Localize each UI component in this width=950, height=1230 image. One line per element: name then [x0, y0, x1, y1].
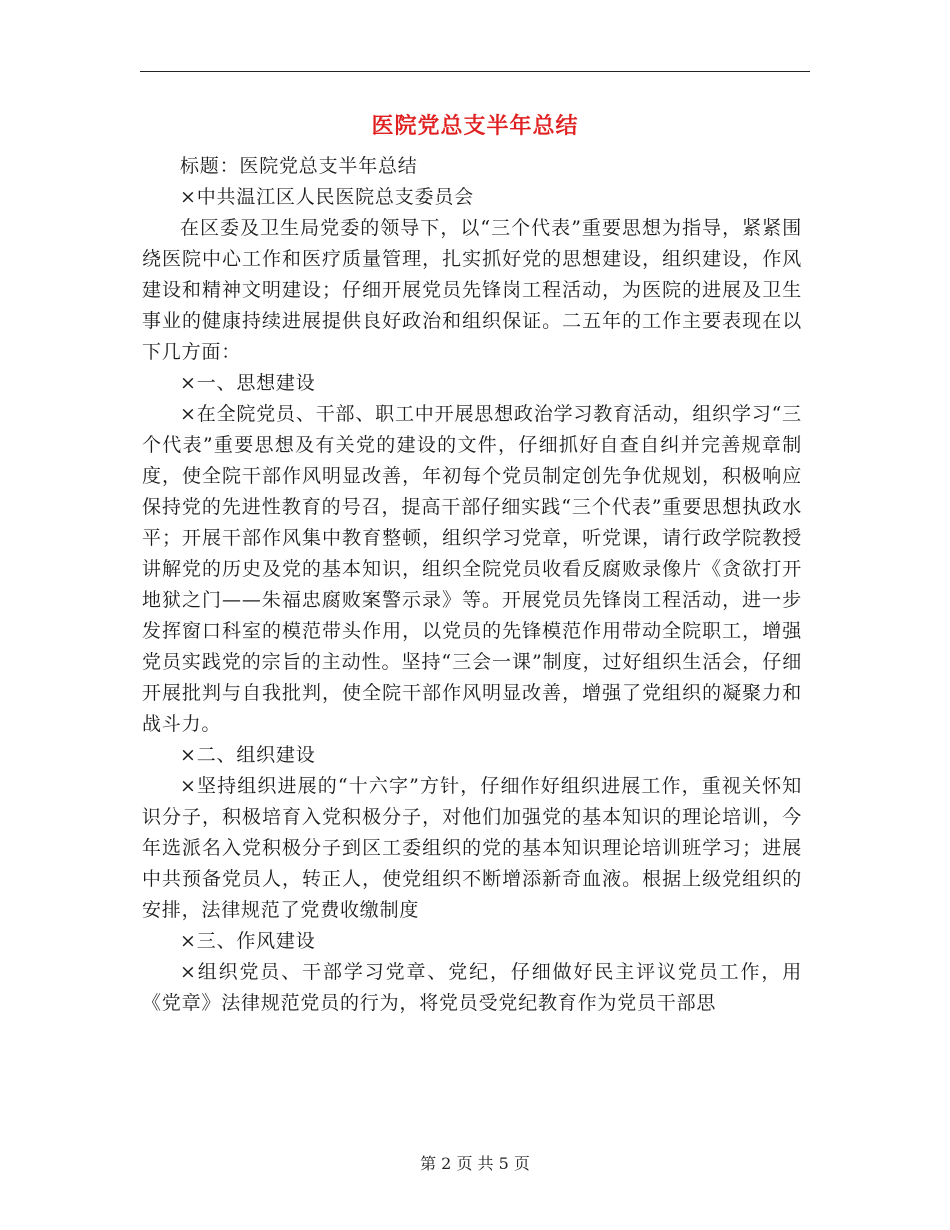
section-heading-work-style: ×三、作风建设 [180, 930, 316, 952]
paragraph-intro: 在区委及卫生局党委的领导下，以“三个代表”重要思想为指导，紧紧围绕医院中心工作和医疗质量管理，扎实抓好党的思想建设，组织建设，作风建设和精神文明建设；仔细开展党员先锋岗工程活动，为医院的进展及卫生事业的健康持续进展提供良好政治和组织保证。二五年的工作主要表现在以下几方面： [142, 217, 802, 363]
section-heading-ideology: ×一、思想建设 [180, 372, 316, 394]
page-number-footer: 第 2 页 共 5 页 [420, 1154, 530, 1173]
document-body [142, 151, 802, 1019]
paragraph-organization: ×中共温江区人民医院总支委员会 [180, 186, 474, 208]
header-rule [140, 71, 810, 72]
paragraph-work-style: ×组织党员、干部学习党章、党纪，仔细做好民主评议党员工作，用《党章》法律规范党员的行为，将党员受党纪教育作为党员干部思 [142, 961, 802, 1014]
paragraph-heading-label: 标题：医院党总支半年总结 [180, 155, 418, 177]
paragraph-organization-building: ×坚持组织进展的“十六字”方针，仔细作好组织进展工作，重视关怀知识分子，积极培育入党积极分子，对他们加强党的基本知识的理论培训，今年选派名入党积极分子到区工委组织的党的基本知识理论培训班学习；进展中共预备党员人，转正人，使党组织不断增添新奇血液。根据上级党组织的安排，法律规范了党费收缴制度 [142, 775, 802, 921]
document-title: 医院党总支半年总结 [371, 113, 579, 139]
paragraph-ideology: ×在全院党员、干部、职工中开展思想政治学习教育活动，组织学习“三个代表”重要思想及有关党的建设的文件，仔细抓好自查自纠并完善规章制度，使全院干部作风明显改善，年初每个党员制定创先争优规划，积极响应保持党的先进性教育的号召，提高干部仔细实践“三个代表”重要思想执政水平；开展干部作风集中教育整顿，组织学习党章，听党课，请行政学院教授讲解党的历史及党的基本知识，组织全院党员收看反腐败录像片《贪欲打开地狱之门——朱福忠腐败案警示录》等。开展党员先锋岗工程活动，进一步发挥窗口科室的模范带头作用，以党员的先锋模范作用带动全院职工，增强党员实践党的宗旨的主动性。坚持“三会一课”制度，过好组织生活会，仔细开展批判与自我批判，使全院干部作风明显改善，增强了党组织的凝聚力和战斗力。 [142, 403, 802, 735]
section-heading-organization: ×二、组织建设 [180, 744, 316, 766]
